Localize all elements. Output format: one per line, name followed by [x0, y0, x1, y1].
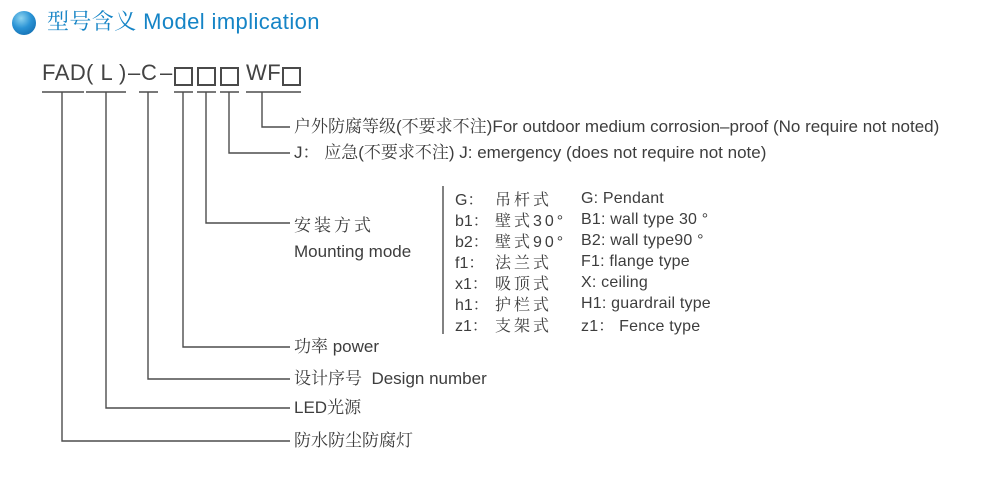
option-zh: 壁式90° [495, 234, 567, 251]
code-placeholder-box-1 [174, 67, 193, 86]
option-en: F1: flange type [581, 252, 690, 270]
mounting-option-row [455, 314, 711, 335]
option-code: f1： [455, 255, 485, 272]
code-prefix: FAD [42, 60, 87, 85]
callout-lamp-type: 防水防尘防腐灯 [294, 431, 413, 450]
option-code: b1： [455, 213, 489, 230]
callout-mounting-en: Mounting mode [294, 242, 412, 261]
line-wf-to-outdoor [262, 92, 290, 127]
option-code: h1： [455, 297, 489, 314]
line-design-to-designnum [148, 92, 290, 379]
bullet-circle-icon [12, 11, 36, 35]
option-en: z1： Fence type [581, 318, 701, 335]
callout-emergency: J： 应急(不要求不注) J: emergency (does not require not note) [294, 143, 767, 162]
code-suffix: WF [246, 60, 282, 85]
mounting-option-row [455, 272, 711, 293]
line-prefix-to-lamp [62, 92, 290, 441]
option-code: x1： [455, 276, 488, 293]
option-en: X: ceiling [581, 273, 648, 291]
code-dash-1: – [128, 60, 141, 85]
callout-design-number: 设计序号 Design number [294, 369, 487, 388]
option-zh: 支架式 [495, 318, 553, 335]
line-box3-to-emergency [229, 92, 290, 153]
option-zh: 吸顶式 [495, 276, 553, 293]
option-zh: 壁式30° [495, 213, 567, 230]
option-code: G： [455, 192, 484, 209]
page-title: 型号含义 Model implication [47, 9, 320, 34]
callout-mounting-zh: 安装方式 [294, 216, 374, 235]
line-led-to-ledsource [106, 92, 290, 408]
code-led: ( L ) [86, 60, 127, 85]
mounting-option-row [455, 209, 711, 230]
mounting-option-row [455, 293, 711, 314]
line-box1-to-power [183, 92, 290, 347]
mounting-options-list [455, 188, 711, 335]
code-design: C [141, 60, 158, 85]
option-en: B1: wall type 30 ° [581, 210, 709, 228]
option-code: b2： [455, 234, 489, 251]
line-box2-to-mounting [206, 92, 290, 223]
mounting-option-row [455, 230, 711, 251]
mounting-option-row [455, 188, 711, 209]
code-placeholder-box-3 [220, 67, 239, 86]
code-placeholder-box-4 [282, 67, 301, 86]
option-en: B2: wall type90 ° [581, 231, 704, 249]
callout-outdoor: 户外防腐等级(不要求不注)For outdoor medium corrosion–proof (No require not noted) [294, 117, 940, 136]
code-placeholder-box-2 [197, 67, 216, 86]
mounting-option-row [455, 251, 711, 272]
option-code: z1： [455, 318, 488, 335]
option-en: H1: guardrail type [581, 294, 711, 312]
option-zh: 法兰式 [495, 255, 553, 272]
callout-power: 功率 power [294, 337, 380, 356]
callout-led-source: LED光源 [294, 398, 362, 417]
option-en: G: Pendant [581, 189, 664, 207]
option-zh: 护栏式 [495, 297, 553, 314]
code-dash-2: – [160, 60, 173, 85]
option-zh: 吊杆式 [495, 192, 553, 209]
